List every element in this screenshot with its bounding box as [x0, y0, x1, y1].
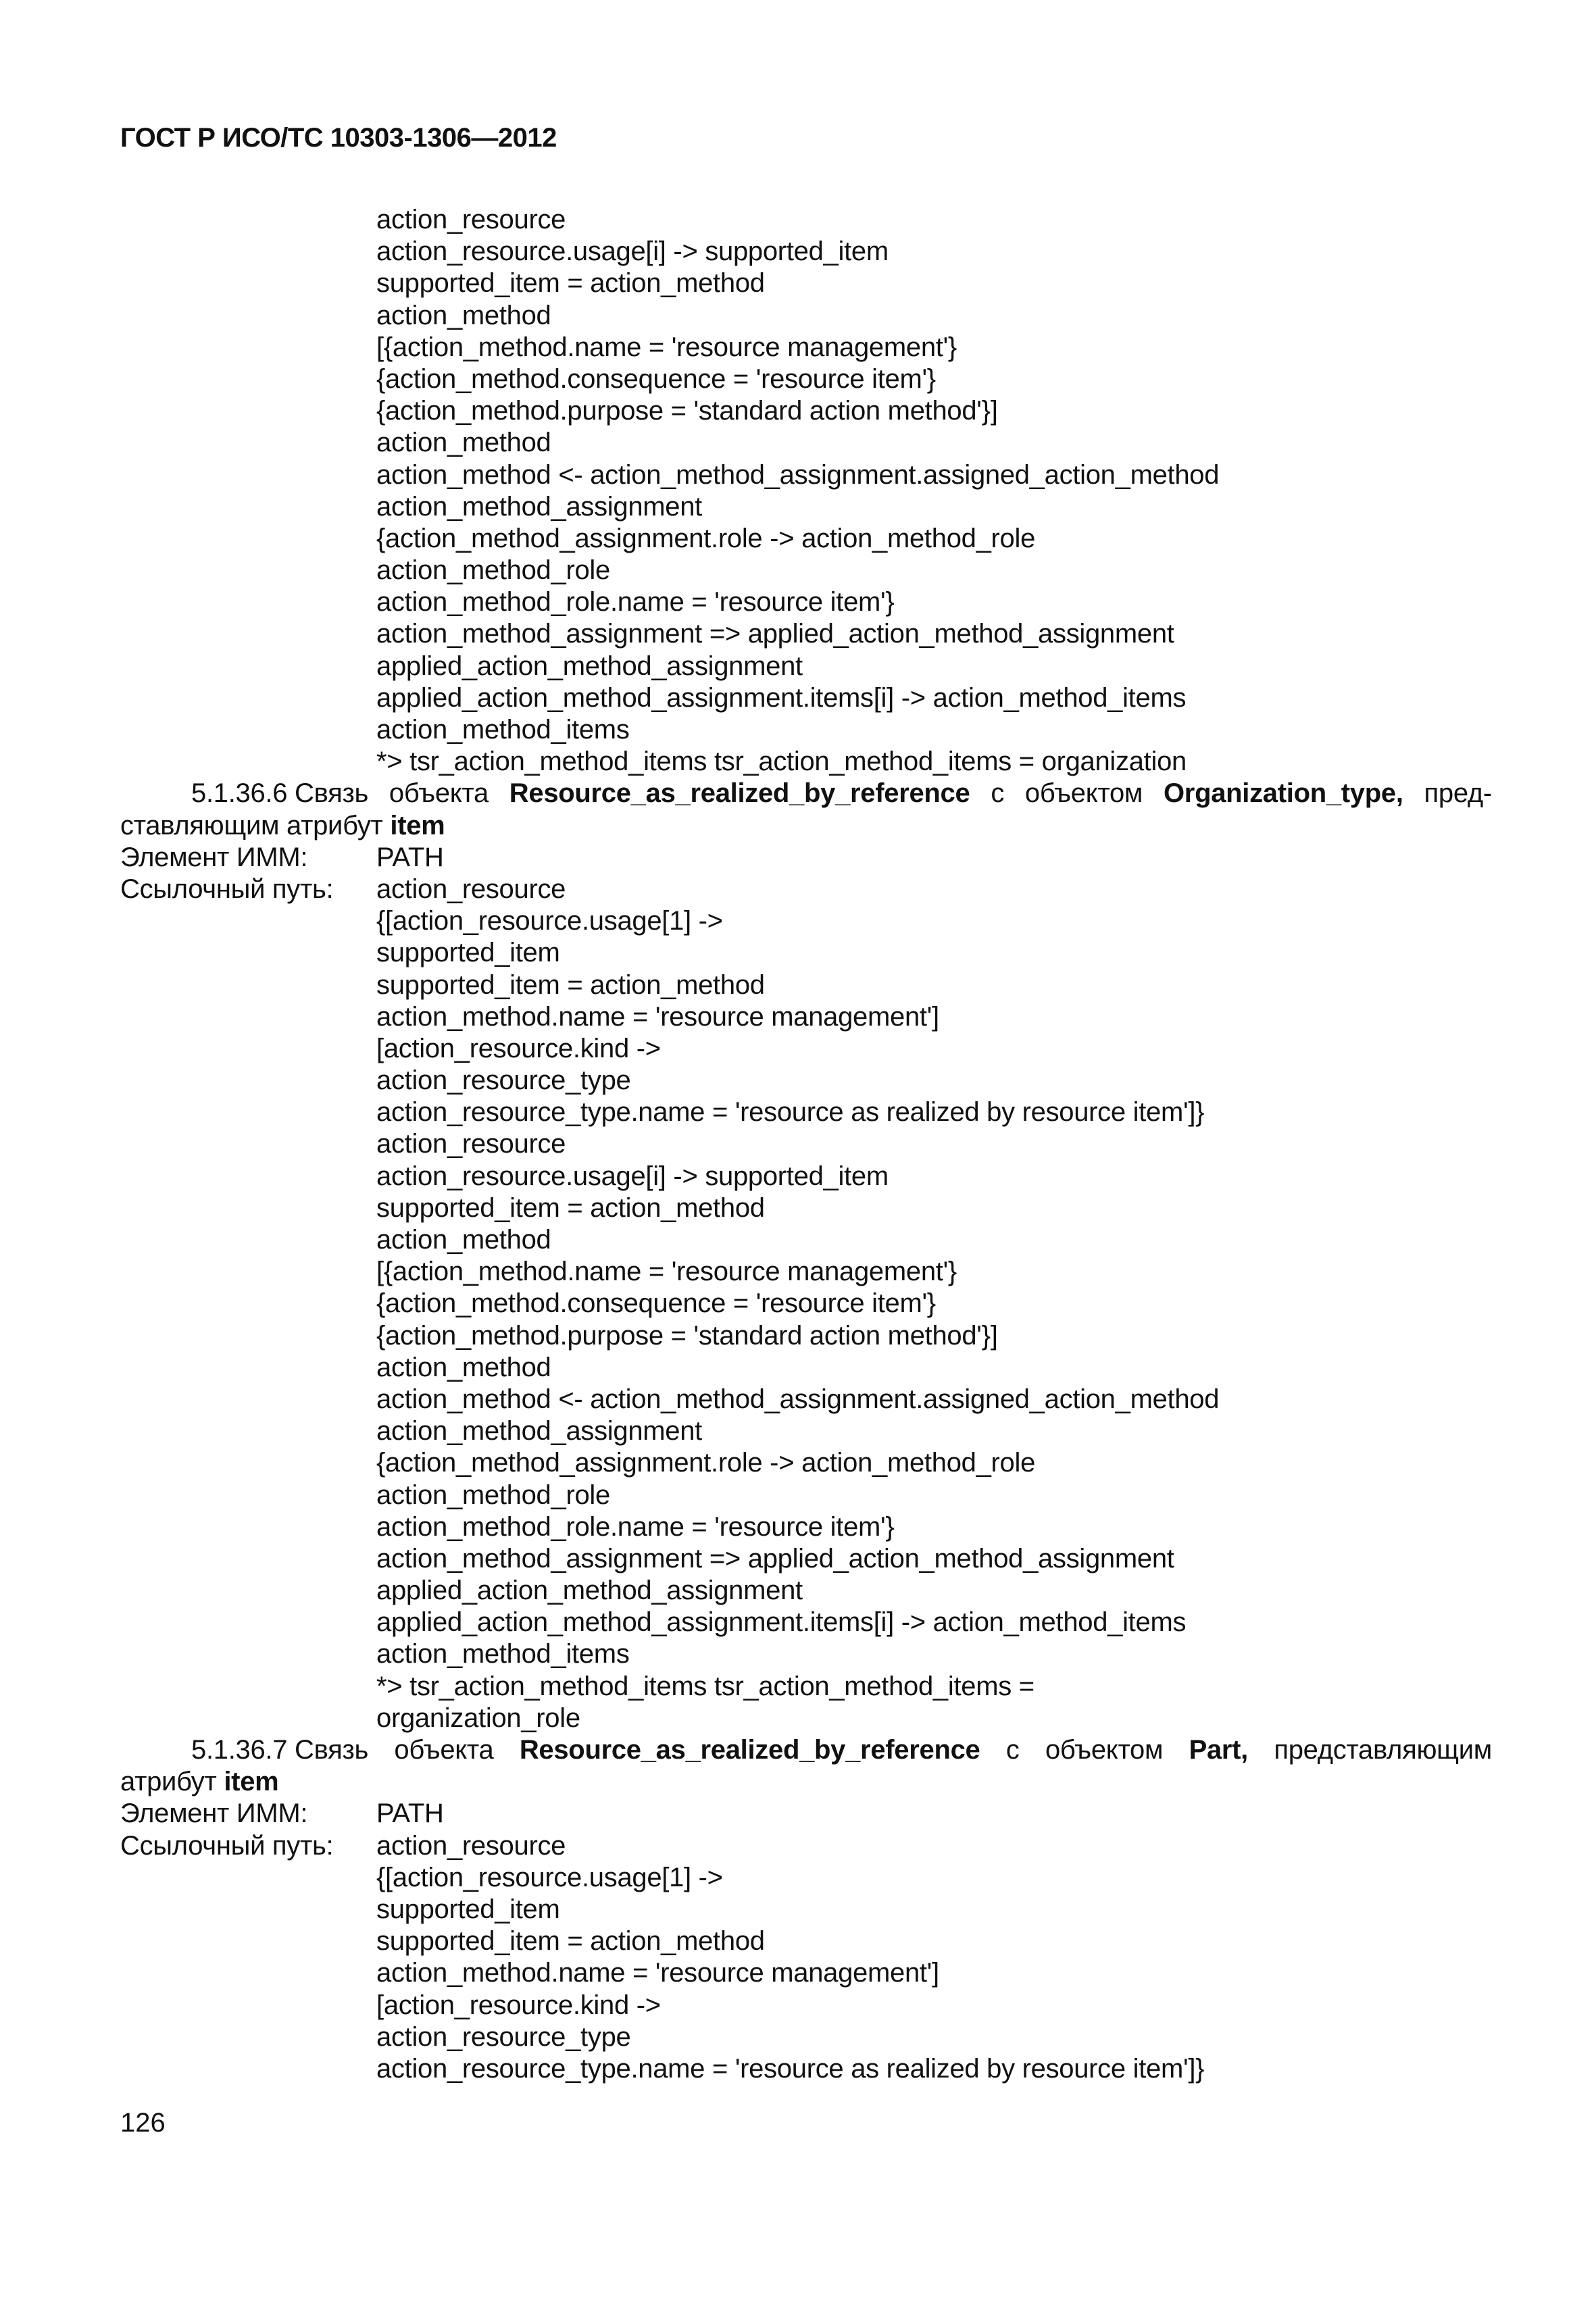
path-line: action_resource.usage[i] -> supported_item	[376, 236, 889, 267]
word: с	[1005, 1735, 1020, 1765]
element-value: PATH	[376, 842, 444, 872]
path-line: action_method	[376, 300, 551, 330]
word: представляющим	[1274, 1735, 1492, 1765]
path-line: action_resource	[376, 1129, 566, 1159]
path-field	[120, 1830, 1492, 1862]
path-line: action_method_role.name = 'resource item'}	[376, 587, 895, 618]
path-line: supported_item = action_method	[376, 970, 765, 1000]
path-line: supported_item = action_method	[376, 1192, 765, 1223]
path-field	[120, 874, 1492, 905]
path-line: action_method_role	[376, 1480, 610, 1510]
element-label: Элемент ИММ:	[120, 1799, 308, 1829]
path-line: action_method_items	[376, 1639, 630, 1669]
path-line: *> tsr_action_method_items tsr_action_method_items = organization	[376, 747, 1187, 777]
path-label: Ссылочный путь:	[120, 1830, 334, 1861]
entity-name: Resource_as_realized_by_reference	[509, 778, 970, 809]
section-heading-continuation: ставляющим атрибут item	[120, 810, 445, 840]
path-line: action_method_assignment => applied_action_method_assignment	[376, 1543, 1174, 1574]
path-block-1	[120, 204, 1492, 778]
path-line: {action_method.purpose = 'standard action method'}]	[376, 1320, 998, 1351]
word: пред-	[1424, 778, 1492, 809]
entity-name: Resource_as_realized_by_reference	[519, 1735, 980, 1765]
section-heading	[120, 1734, 1492, 1766]
path-line: [{action_method.name = 'resource management'}	[376, 1257, 957, 1287]
path-line: action_method.name = 'resource management']	[376, 1958, 939, 1988]
path-line: action_resource.usage[i] -> supported_item	[376, 1161, 889, 1191]
section-5-1-36-7	[120, 1734, 1492, 2085]
path-line: {action_method.purpose = 'standard action method'}]	[376, 396, 998, 426]
path-line: {[action_resource.usage[1] ->	[376, 906, 723, 936]
path-line: [action_resource.kind ->	[376, 1990, 661, 2020]
section-5-1-36-6	[120, 778, 1492, 1734]
page-number: 126	[120, 2108, 166, 2138]
path-line: [action_resource.kind ->	[376, 1033, 661, 1063]
path-line: {action_method.consequence = 'resource item'}	[376, 1288, 936, 1319]
path-line: action_resource	[376, 1830, 566, 1861]
element-value: PATH	[376, 1799, 444, 1829]
document-header: ГОСТ Р ИСО/ТС 10303-1306—2012	[120, 123, 557, 153]
document-body	[120, 204, 1492, 2085]
path-line: action_method	[376, 1225, 551, 1255]
element-field	[120, 842, 1492, 874]
path-line: action_resource_type	[376, 2021, 631, 2052]
path-line: action_method.name = 'resource management']	[376, 1001, 939, 1032]
path-line: action_method <- action_method_assignment.assigned_action_method	[376, 459, 1220, 490]
path-line: action_resource	[376, 874, 566, 904]
path-line: action_resource_type	[376, 1065, 631, 1096]
element-label: Элемент ИММ:	[120, 842, 308, 872]
section-number-phrase: 5.1.36.6 Связь	[191, 778, 369, 809]
section-heading	[120, 778, 1492, 809]
path-line: action_resource_type.name = 'resource as realized by resource item']}	[376, 1097, 1205, 1128]
path-label: Ссылочный путь:	[120, 874, 334, 904]
path-line: action_method_items	[376, 715, 630, 745]
path-line: action_method <- action_method_assignment.assigned_action_method	[376, 1384, 1220, 1414]
word: объекта	[389, 778, 489, 809]
target-entity: Organization_type,	[1163, 778, 1403, 809]
target-entity: Part,	[1189, 1735, 1248, 1765]
path-line: {action_method_assignment.role -> action_method_role	[376, 523, 1036, 553]
word: с	[991, 778, 1005, 809]
path-line: applied_action_method_assignment	[376, 1576, 803, 1606]
word: объектом	[1045, 1735, 1164, 1765]
path-line: action_method_assignment => applied_action_method_assignment	[376, 619, 1174, 649]
path-line: action_resource_type.name = 'resource as realized by resource item']}	[376, 2053, 1205, 2084]
path-line: *> tsr_action_method_items tsr_action_method_items =	[376, 1671, 1034, 1701]
path-line: action_resource	[376, 205, 566, 234]
element-field	[120, 1798, 1492, 1830]
path-line: {action_method.consequence = 'resource item'}	[376, 363, 936, 394]
path-line: action_method_assignment	[376, 491, 702, 522]
section-number-phrase: 5.1.36.7 Связь	[191, 1735, 369, 1765]
attribute-name: item	[224, 1767, 279, 1797]
path-line: applied_action_method_assignment	[376, 651, 803, 681]
path-line: applied_action_method_assignment.items[i] -> action_method_items	[376, 1607, 1187, 1638]
path-line: action_method_role.name = 'resource item'}	[376, 1511, 895, 1542]
word: объекта	[394, 1735, 494, 1765]
path-line: supported_item = action_method	[376, 268, 765, 299]
path-line: organization_role	[376, 1703, 580, 1733]
path-line: supported_item = action_method	[376, 1926, 765, 1957]
path-line: action_method_assignment	[376, 1416, 702, 1447]
attribute-name: item	[390, 810, 445, 840]
section-heading-continuation: атрибут item	[120, 1767, 279, 1797]
path-line: action_method	[376, 428, 551, 458]
path-line: supported_item	[376, 1894, 560, 1924]
word: объектом	[1024, 778, 1143, 809]
path-line: action_method_role	[376, 555, 610, 586]
path-line: applied_action_method_assignment.items[i] -> action_method_items	[376, 682, 1187, 713]
path-line: {[action_resource.usage[1] ->	[376, 1862, 723, 1892]
path-line: action_method	[376, 1352, 551, 1382]
path-line: [{action_method.name = 'resource management'}	[376, 332, 957, 362]
path-line: {action_method_assignment.role -> action_method_role	[376, 1448, 1036, 1478]
path-line: supported_item	[376, 938, 560, 968]
